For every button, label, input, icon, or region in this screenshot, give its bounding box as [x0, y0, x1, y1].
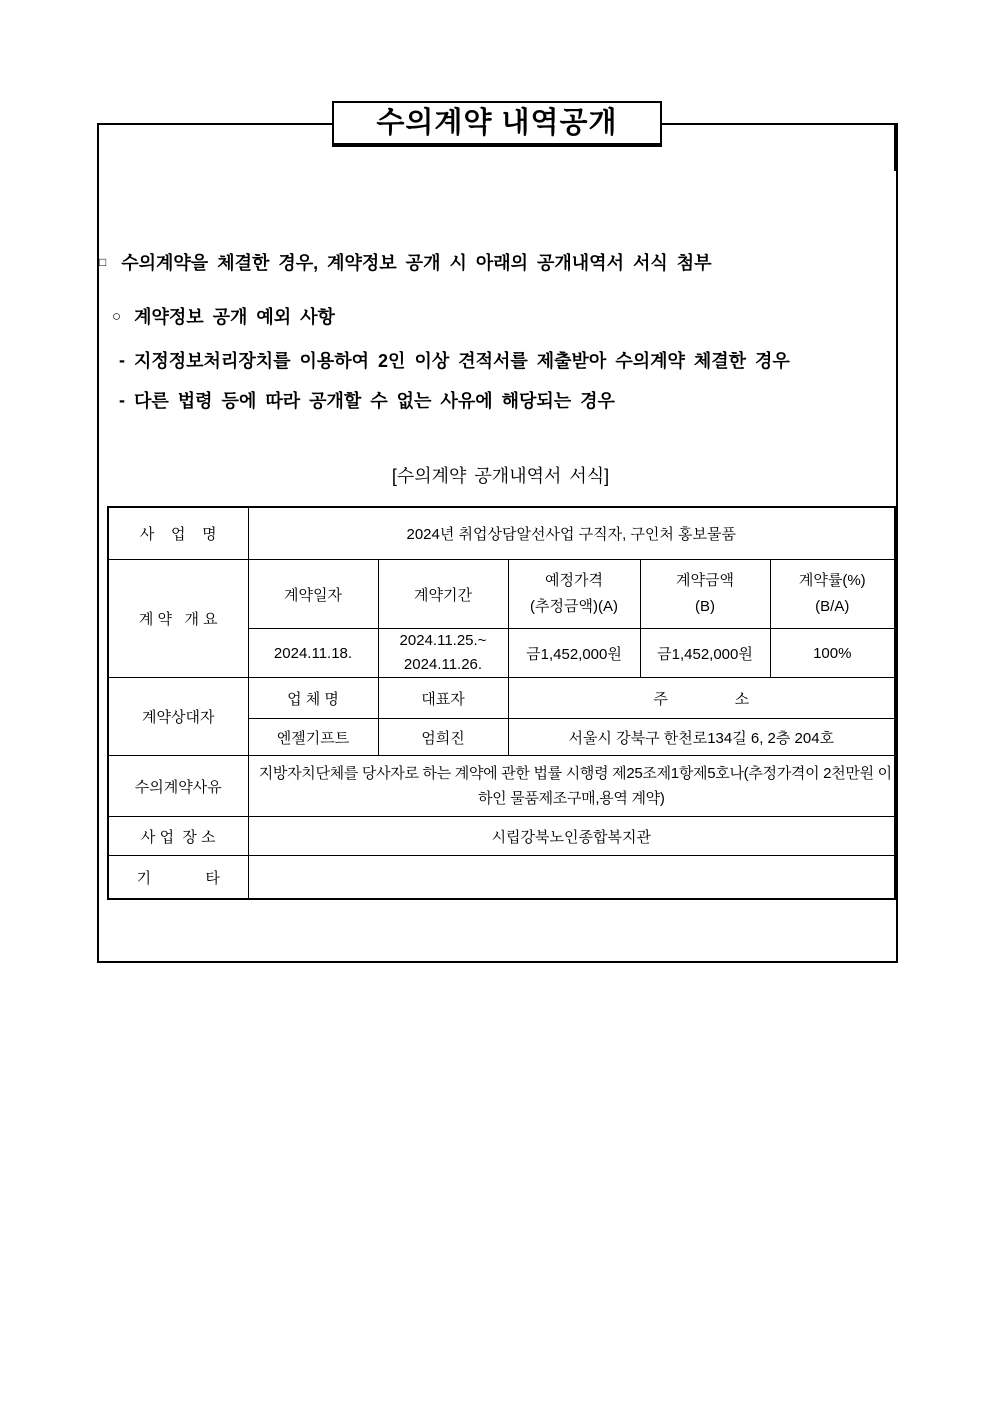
header-contract-amount-line1: 계약금액	[676, 572, 734, 589]
header-contract-rate-line2: (B/A)	[815, 598, 850, 615]
table-row-contractor-header	[108, 678, 895, 719]
header-contract-rate	[770, 560, 895, 629]
header-contract-amount-line2: (B)	[695, 598, 715, 615]
table-row-reason	[108, 756, 895, 817]
contract-date-value: 2024.11.18.	[248, 629, 378, 678]
etc-label: 기 타	[108, 856, 248, 900]
table-row-location	[108, 817, 895, 856]
ceo-value: 엄희진	[378, 719, 508, 756]
header-estimated-price-line2: (추정금액)(A)	[530, 598, 618, 615]
square-bullet-icon: □	[99, 255, 107, 269]
contractor-label: 계약상대자	[108, 678, 248, 756]
table-row-overview-header	[108, 560, 895, 629]
circle-bullet-icon: ○	[112, 307, 122, 325]
contract-disclosure-table	[107, 506, 896, 900]
table-row-etc	[108, 856, 895, 900]
header-contract-date: 계약일자	[248, 560, 378, 629]
bullet-line-4	[119, 387, 615, 413]
header-contract-amount	[640, 560, 770, 629]
bullet-line-1	[99, 249, 712, 275]
header-address: 주 소	[508, 678, 895, 719]
header-ceo: 대표자	[378, 678, 508, 719]
contract-rate-value: 100%	[770, 629, 895, 678]
document-title-box	[332, 101, 662, 147]
reason-value: 지방자치단체를 당사자로 하는 계약에 관한 법률 시행령 제25조제1항제5호나(추정가격이 2천만원 이하인 물품제조구매,용역 계약)	[248, 756, 895, 817]
border-thick-segment	[894, 124, 898, 171]
business-name-label: 사 업 명	[108, 507, 248, 560]
contract-period-value	[378, 629, 508, 678]
bullet-text-3: 지정정보처리장치를 이용하여 2인 이상 견적서를 제출받아 수의계약 체결한 경우	[134, 351, 790, 371]
estimated-price-value: 금1,452,000원	[508, 629, 640, 678]
etc-value	[248, 856, 895, 900]
header-estimated-price	[508, 560, 640, 629]
location-value: 시립강북노인종합복지관	[248, 817, 895, 856]
page-title: 수의계약 내역공개	[376, 107, 618, 139]
contract-period-line1: 2024.11.25.~	[399, 632, 487, 649]
contract-amount-value: 금1,452,000원	[640, 629, 770, 678]
header-contract-period: 계약기간	[378, 560, 508, 629]
header-estimated-price-line1: 예정가격	[545, 572, 603, 589]
bullet-text-1: 수의계약을 체결한 경우, 계약정보 공개 시 아래의 공개내역서 서식 첨부	[121, 253, 712, 273]
contract-period-line2: 2024.11.26.	[403, 656, 483, 673]
bullet-line-3	[119, 347, 790, 373]
address-value: 서울시 강북구 한천로134길 6, 2층 204호	[508, 719, 895, 756]
business-name-value: 2024년 취업상담알선사업 구직자, 구인처 홍보물품	[248, 507, 895, 560]
company-name-value: 엔젤기프트	[248, 719, 378, 756]
header-company-name: 업 체 명	[248, 678, 378, 719]
form-caption: [수의계약 공개내역서 서식]	[391, 466, 610, 486]
dash-bullet-icon: -	[119, 349, 125, 370]
location-label: 사 업 장 소	[108, 817, 248, 856]
bullet-text-4: 다른 법령 등에 따라 공개할 수 없는 사유에 해당되는 경우	[134, 391, 615, 411]
bullet-text-2: 계약정보 공개 예외 사항	[134, 307, 335, 327]
reason-label: 수의계약사유	[108, 756, 248, 817]
header-contract-rate-line1: 계약률(%)	[798, 572, 866, 589]
table-row-business-name	[108, 507, 895, 560]
dash-bullet-icon: -	[119, 389, 125, 410]
bullet-line-2	[112, 303, 335, 329]
overview-label: 계 약 개 요	[108, 560, 248, 678]
